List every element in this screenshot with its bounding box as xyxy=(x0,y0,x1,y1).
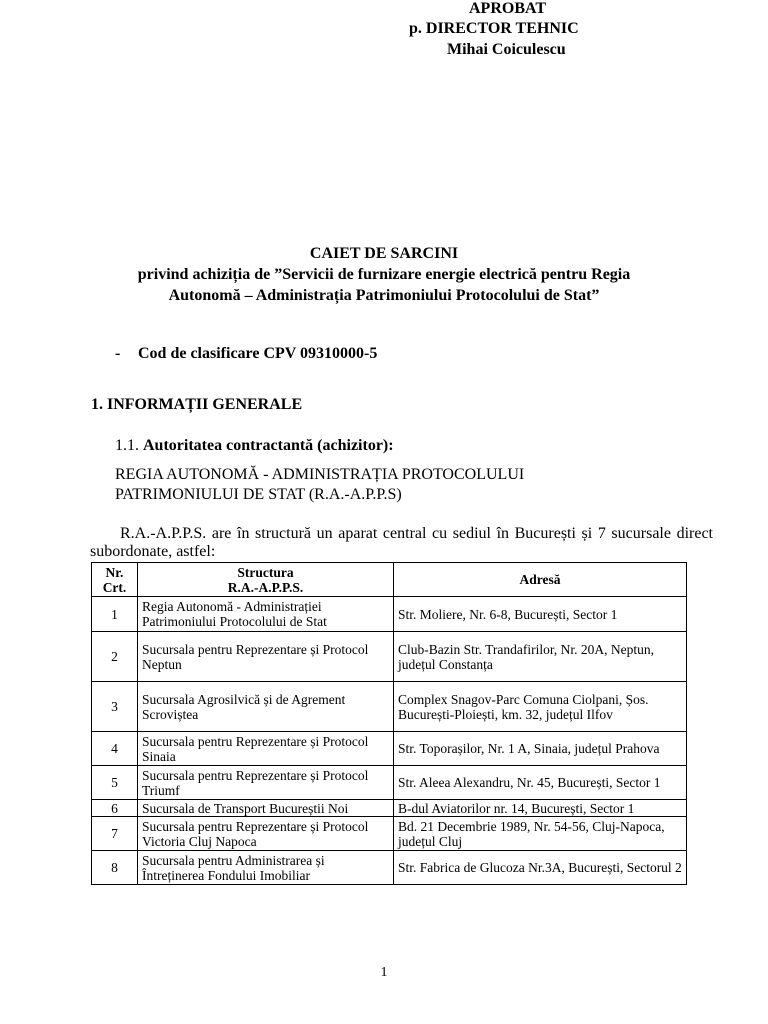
row-number: 6 xyxy=(92,800,138,817)
row-address: B-dul Aviatorilor nr. 14, București, Sector 1 xyxy=(394,800,687,817)
row-structure: Sucursala pentru Reprezentare și Protocol Sinaia xyxy=(138,732,394,766)
row-number: 2 xyxy=(92,632,138,682)
row-address: Str. Toporașilor, Nr. 1 A, Sinaia, județul Prahova xyxy=(394,732,687,766)
approval-label: APROBAT xyxy=(469,0,547,17)
table-row xyxy=(92,817,687,851)
page-number: 1 xyxy=(380,965,388,980)
cpv-code: Cod de clasificare CPV 09310000-5 xyxy=(138,345,378,362)
row-address: Str. Fabrica de Glucoza Nr.3A, București, Sectorul 2 xyxy=(394,851,687,885)
row-structure: Sucursala pentru Reprezentare și Protocol Neptun xyxy=(138,632,394,682)
table-header-row xyxy=(92,563,687,597)
authority-name-line2: PATRIMONIULUI DE STAT (R.A.-A.P.P.S) xyxy=(115,486,402,503)
row-number: 8 xyxy=(92,851,138,885)
row-number: 1 xyxy=(92,597,138,632)
table-row xyxy=(92,766,687,800)
row-structure: Sucursala de Transport Bucureștii Noi xyxy=(138,800,394,817)
header-nr xyxy=(92,563,138,597)
row-structure: Sucursala Agrosilvică și de Agrement Scroviștea xyxy=(138,682,394,732)
row-number: 3 xyxy=(92,682,138,732)
table-row xyxy=(92,851,687,885)
table-row xyxy=(92,800,687,817)
row-address: Complex Snagov-Parc Comuna Ciolpani, Șos. București-Ploiești, km. 32, județul Ilfov xyxy=(394,682,687,732)
row-address: Str. Aleea Alexandru, Nr. 45, București, Sector 1 xyxy=(394,766,687,800)
subsection-number: 1.1. xyxy=(115,437,139,454)
subsection-heading xyxy=(115,437,394,455)
row-structure: Regia Autonomă - Administrației Patrimoniului Protocolului de Stat xyxy=(138,597,394,632)
header-nr-line1: Nr. xyxy=(105,564,124,580)
table-row xyxy=(92,597,687,632)
row-address: Bd. 21 Decembrie 1989, Nr. 54-56, Cluj-Napoca, județul Cluj xyxy=(394,817,687,851)
authority-name-line1: REGIA AUTONOMĂ - ADMINISTRAȚIA PROTOCOLULUI xyxy=(115,466,525,483)
table-row xyxy=(92,732,687,766)
row-number: 5 xyxy=(92,766,138,800)
cpv-bullet: - xyxy=(115,345,121,362)
approval-signatory: Mihai Coiculescu xyxy=(447,41,566,58)
document-subtitle-line1: privind achiziția de ”Servicii de furnizare energie electrică pentru Regia xyxy=(137,266,631,283)
row-number: 7 xyxy=(92,817,138,851)
intro-paragraph: R.A.-A.P.P.S. are în structură un aparat central cu sediul în București și 7 sucursale direct subordonate, astfel: xyxy=(90,525,713,560)
subsidiaries-table xyxy=(91,562,687,885)
section-heading: 1. INFORMAȚII GENERALE xyxy=(91,396,303,413)
row-address: Str. Moliere, Nr. 6-8, București, Sector 1 xyxy=(394,597,687,632)
table-row xyxy=(92,632,687,682)
row-structure: Sucursala pentru Reprezentare și Protocol Triumf xyxy=(138,766,394,800)
document-title: CAIET DE SARCINI xyxy=(309,245,459,262)
table-row xyxy=(92,682,687,732)
row-address: Club-Bazin Str. Trandafirilor, Nr. 20A, Neptun, județul Constanța xyxy=(394,632,687,682)
header-structure-line1: Structura xyxy=(237,564,294,580)
header-structure-line2: R.A.-A.P.P.S. xyxy=(227,579,304,595)
row-number: 4 xyxy=(92,732,138,766)
header-nr-line2: Crt. xyxy=(102,579,127,595)
row-structure: Sucursala pentru Administrarea și Întreținerea Fondului Imobiliar xyxy=(138,851,394,885)
header-structure xyxy=(138,563,394,597)
document-subtitle-line2: Autonomă – Administrația Patrimoniului Protocolului de Stat” xyxy=(168,287,600,304)
header-address: Adresă xyxy=(394,563,687,597)
subsection-label: Autoritatea contractantă (achizitor): xyxy=(143,437,394,454)
approval-role: p. DIRECTOR TEHNIC xyxy=(409,20,579,37)
row-structure: Sucursala pentru Reprezentare și Protocol Victoria Cluj Napoca xyxy=(138,817,394,851)
